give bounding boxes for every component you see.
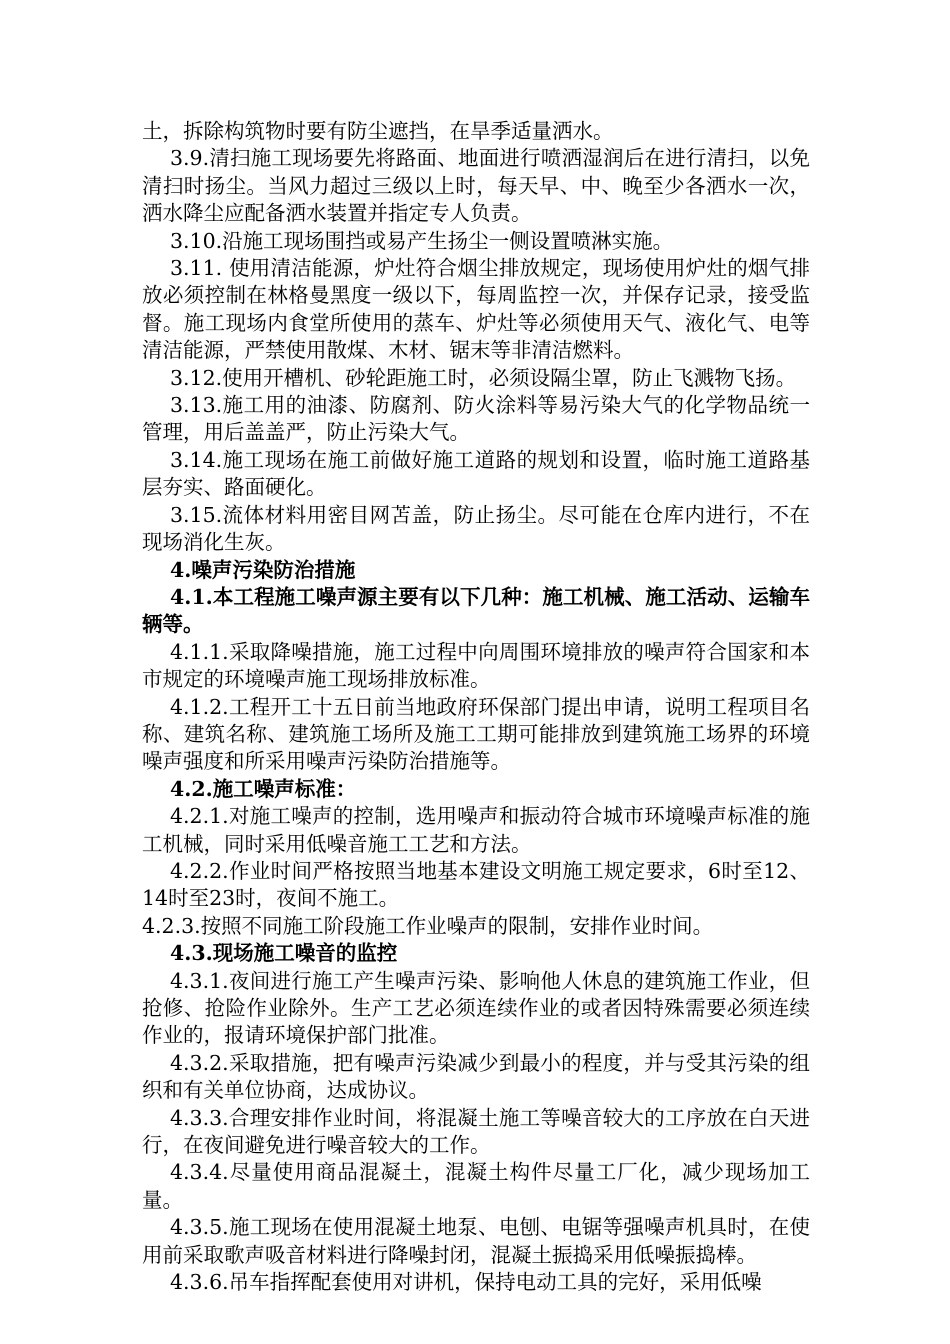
body-paragraph: 4.2.2.作业时间严格按照当地基本建设文明施工规定要求，6时至12、14时至23时，夜间不施工。 <box>142 858 810 911</box>
body-paragraph: 4.2.3.按照不同施工阶段施工作业噪声的限制，安排作业时间。 <box>142 913 714 938</box>
section-heading: 4.噪声污染防治措施 <box>170 557 356 582</box>
body-paragraph: 3.13.施工用的油漆、防腐剂、防火涂料等易污染大气的化学物品统一管理，用后盖盖严，防止污染大气。 <box>142 393 810 445</box>
section-heading: 4.1.本工程施工噪声源主要有以下几种：施工机械、施工活动、运输车辆等。 <box>142 584 810 637</box>
body-paragraph: 4.3.6.吊车指挥配套使用对讲机，保持电动工具的完好，采用低噪 <box>170 1270 762 1295</box>
body-paragraph: 3.10.沿施工现场围挡或易产生扬尘一侧设置喷淋实施。 <box>170 228 674 253</box>
body-paragraph: 4.1.1.采取降噪措施，施工过程中向周围环境排放的噪声符合国家和本市规定的环境噪声施工现场排放标准。 <box>142 639 810 692</box>
body-paragraph: 4.1.2.工程开工十五日前当地政府环保部门提出申请，说明工程项目名称、建筑名称、建筑施工场所及施工工期可能排放到建筑施工场界的环境噪声强度和所采用噪声污染防治措施等。 <box>142 694 810 774</box>
body-paragraph: 4.3.4.尽量使用商品混凝土，混凝土构件尽量工厂化，减少现场加工量。 <box>142 1160 810 1212</box>
body-paragraph: 土，拆除构筑物时要有防尘遮挡，在旱季适量洒水。 <box>142 119 614 143</box>
body-paragraph: 3.12.使用开槽机、砂轮距施工时，必须设隔尘罩，防止飞溅物飞扬。 <box>170 365 797 390</box>
section-heading: 4.3.现场施工噪音的监控 <box>170 941 398 966</box>
body-paragraph: 4.3.3.合理安排作业时间，将混凝土施工等噪音较大的工序放在白天进行，在夜间避免进行噪音较大的工作。 <box>142 1105 810 1158</box>
body-paragraph: 3.14.施工现场在施工前做好施工道路的规划和设置，临时施工道路基层夯实、路面硬化。 <box>142 447 810 500</box>
body-paragraph: 3.9.清扫施工现场要先将路面、地面进行喷洒湿润后在进行清扫，以免清扫时扬尘。当风力超过三级以上时，每天早、中、晚至少各洒水一次，洒水降尘应配备洒水装置并指定专人负责。 <box>142 146 810 226</box>
body-paragraph: 3.11. 使用清洁能源，炉灶符合烟尘排放规定，现场使用炉灶的烟气排放必须控制在林格曼黑度一级以下，每周监控一次，并保存记录，接受监督。施工现场内食堂所使用的蒸车、炉灶等必须使用天气、液化气、电等清洁能源，严禁使用散煤、木材、锯末等非清洁燃料。 <box>142 256 810 363</box>
document-body <box>142 118 810 1296</box>
section-heading: 4.2.施工噪声标准： <box>170 776 357 801</box>
body-paragraph: 3.15.流体材料用密目网苫盖，防止扬尘。尽可能在仓库内进行，不在现场消化生灰。 <box>142 502 810 555</box>
body-paragraph: 4.3.1.夜间进行施工产生噪声污染、影响他人休息的建筑施工作业，但抢修、抢险作业除外。生产工艺必须连续作业的或者因特殊需要必须连续作业的，报请环境保护部门批准。 <box>142 968 810 1048</box>
body-paragraph: 4.2.1.对施工噪声的控制，选用噪声和振动符合城市环境噪声标准的施工机械，同时采用低噪音施工工艺和方法。 <box>142 804 810 856</box>
body-paragraph: 4.3.5.施工现场在使用混凝土地泵、电刨、电锯等强噪声机具时，在使用前采取歌声吸音材料进行降噪封闭，混凝土振捣采用低噪振捣棒。 <box>142 1215 810 1267</box>
body-paragraph: 4.3.2.采取措施，把有噪声污染减少到最小的程度，并与受其污染的组织和有关单位协商，达成协议。 <box>142 1050 810 1103</box>
